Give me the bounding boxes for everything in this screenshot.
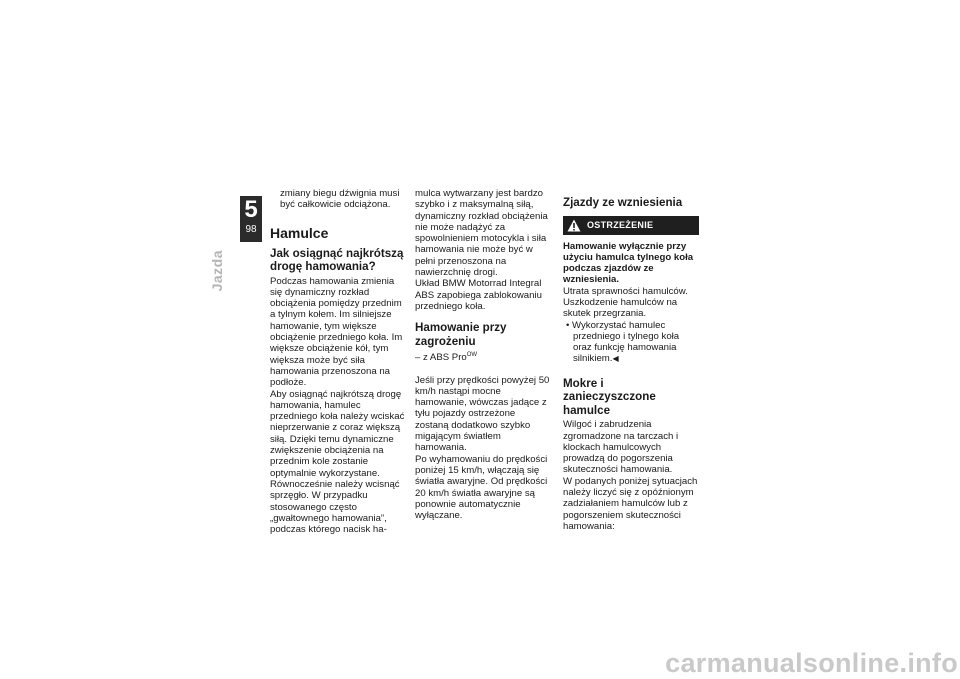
heading-downhill: Zjazdy ze wzniesienia — [563, 196, 683, 209]
paragraph: Aby osiągnąć najkrótszą drogę hamowania, hamulec przedniego koła należy wciskać nieprzerwanie z coraz większą siłą. Dzięki temu dynamiczne zwiększenie obciążenia na przednim kole zostanie optymalnie wykorzystane. Równocześnie należy wcisnąć sprzęgło. W przypadku stosowanego często „gwałtownego hamowania”, podczas którego nacisk ha- — [270, 388, 405, 536]
paragraph: Jeśli przy prędkości powyżej 50 km/h nastąpi mocne hamowanie, wówczas jadące z tyłu pojazdy ostrzeżone zostaną dodatkowo szybko migającym światłem hamowania. — [415, 374, 550, 454]
column-3 — [563, 188, 699, 532]
column-1 — [270, 188, 406, 535]
end-mark-icon: ◀ — [612, 354, 619, 364]
paragraph: Wilgoć i zabrudzenia zgromadzone na tarczach i klockach hamulcowych prowadzą do pogorszenia skuteczności hamowania. — [563, 419, 679, 476]
paragraph: Podczas hamowania zmienia się dynamiczny rozkład obciążenia pomiędzy przednim a tylnym kołem. Im silniejsze hamowanie, tym większe obciążenie przedniego koła. Im większe obciążenie kół, tym większa może być siła hamowania przenoszona na podłoże. — [270, 275, 403, 389]
intro-text: zmiany biegu dźwignia musi być całkowicie odciążona. — [280, 188, 400, 211]
list-item: • Wykorzystać hamulec przedniego i tylnego koła oraz funkcję hamowania silnikiem.◀ — [566, 319, 680, 365]
subheading-shortest-braking: Jak osiągnąć najkrótszą drogę hamowania? — [270, 246, 404, 274]
warning-label: OSTRZEŻENIE — [587, 220, 654, 230]
section-label: Jazda — [209, 250, 225, 292]
chapter-tab — [240, 196, 262, 242]
abs-pro-note: – z ABS Pro$^{OW}$ — [415, 352, 478, 364]
paragraph: mulca wytwarzany jest bardzo szybko i z maksymalną siłą, dynamiczny rozkład obciążenia nie może nadążyć za spowolnieniem motocykla i siła hamowania nie może być w pełni przenoszona na nawierzchnię drogi. — [415, 188, 548, 279]
warning-text: Utrata sprawności hamulców. Uszkodzenie hamulców na skutek przegrzania. — [563, 285, 688, 320]
subheading-emergency-braking: Hamowanie przy zagrożeniu — [415, 321, 507, 348]
subheading-wet-brakes: Mokre i zanieczyszczone hamulce — [563, 376, 656, 417]
chapter-number: 5 — [244, 196, 258, 223]
watermark: carmanualsonline.info — [665, 648, 958, 678]
page-number: 98 — [245, 224, 257, 235]
heading-brakes: Hamulce — [270, 224, 329, 241]
paragraph: Po wyhamowaniu do prędkości poniżej 15 km/h, włączają się światła awaryjne. Od prędkości 20 km/h światła awaryjne są ponownie automatycznie wyłączane. — [415, 453, 548, 522]
warning-title: Hamowanie wyłącznie przy użyciu hamulca tylnego koła podczas zjazdów ze wzniesienia. — [563, 240, 694, 286]
paragraph: W podanych poniżej sytuacjach należy liczyć się z opóźnionym zadziałaniem hamulców lub z pogorszeniem skuteczności hamowania: — [563, 475, 698, 532]
warning-triangle-icon — [567, 219, 581, 232]
warning-bar — [563, 216, 699, 235]
paragraph: Układ BMW Motorrad Integral ABS zapobiega zablokowaniu przedniego koła. — [415, 278, 542, 312]
column-2 — [415, 188, 551, 521]
